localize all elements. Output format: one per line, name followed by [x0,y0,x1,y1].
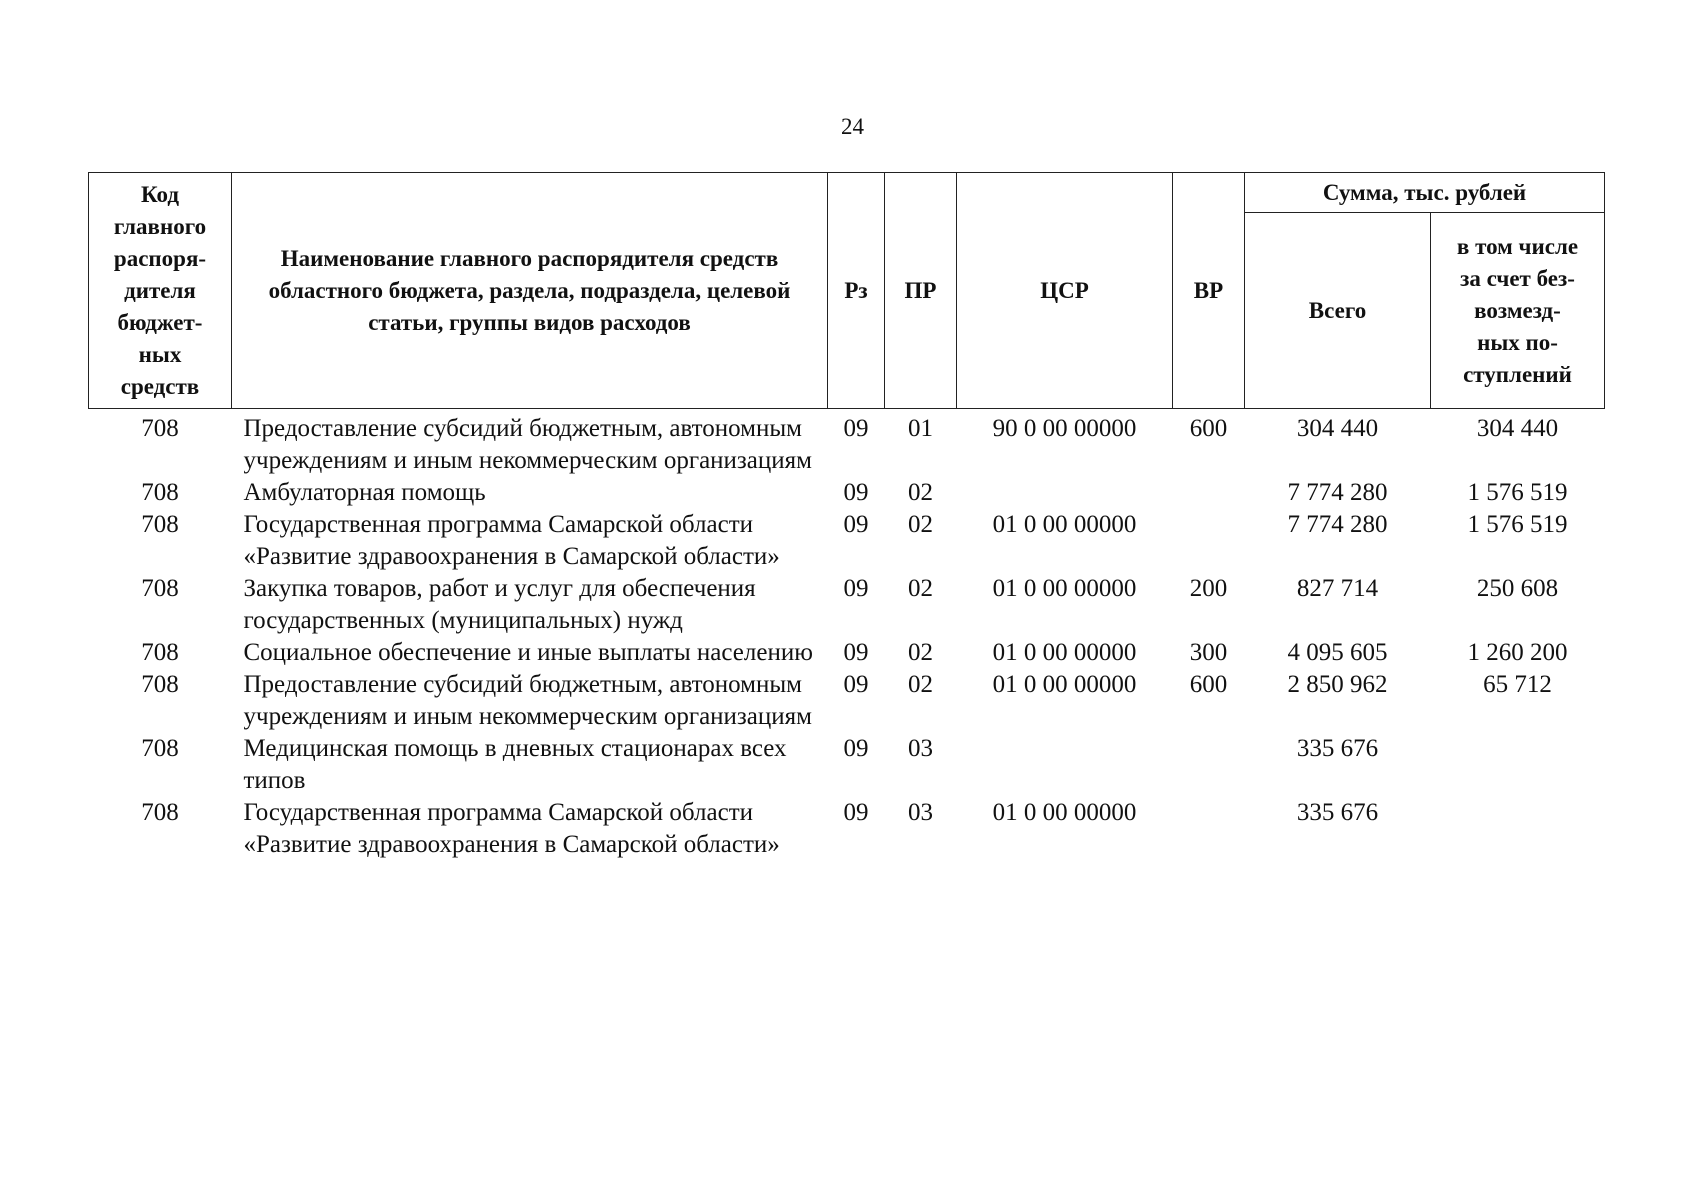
cell-pr: 02 [908,639,933,666]
cell-code: 708 [141,575,179,602]
cell-name: Предоставление субсидий бюджетным, автономным учреждениям и иным некоммерческим организациям [243,671,812,730]
cell-name: Предоставление субсидий бюджетным, автономным учреждениям и иным некоммерческим организациям [243,415,812,474]
cell-rz: 09 [843,415,869,442]
header-total: Всего [1245,213,1431,409]
cell-csr: 90 0 00 00000 [992,415,1137,442]
header-code: Код главного распоря- дителя бюджет- ных средств [89,173,232,409]
cell-csr [957,477,1173,509]
cell-vr [1173,797,1245,861]
header-rz: Рз [828,173,885,409]
cell-free-receipts [1431,797,1605,861]
cell-vr: 600 [1189,671,1228,698]
cell-total: 4 095 605 [1287,639,1388,666]
table-row [89,509,1605,573]
cell-name: Амбулаторная помощь [243,479,486,506]
cell-csr: 01 0 00 00000 [992,511,1137,538]
page-number: 24 [841,114,864,139]
table-row [89,797,1605,861]
cell-code: 708 [141,671,179,698]
cell-rz: 09 [843,511,869,538]
cell-free-receipts [1431,733,1605,797]
cell-pr: 01 [908,415,933,442]
header-vr: ВР [1173,173,1245,409]
table-row [89,573,1605,637]
cell-csr: 01 0 00 00000 [992,671,1137,698]
cell-name: Закупка товаров, работ и услуг для обеспечения государственных (муниципальных) нужд [243,575,756,634]
cell-total: 827 714 [1296,575,1379,602]
cell-code: 708 [141,415,179,442]
cell-total: 335 676 [1296,735,1379,762]
table-body [89,409,1605,862]
cell-free-receipts: 1 260 200 [1467,639,1568,666]
cell-code: 708 [141,639,179,666]
cell-csr [957,733,1173,797]
cell-code: 708 [141,799,179,826]
cell-free-receipts: 304 440 [1476,415,1559,442]
header-name: Наименование главного распорядителя средств областного бюджета, раздела, подраздела, целевой статьи, группы видов расходов [232,173,828,409]
cell-rz: 09 [843,799,869,826]
cell-pr: 02 [908,479,933,506]
table-row [89,477,1605,509]
cell-pr: 02 [908,671,933,698]
cell-total: 304 440 [1296,415,1379,442]
cell-csr: 01 0 00 00000 [992,575,1137,602]
cell-rz: 09 [843,735,869,762]
table-row [89,409,1605,478]
cell-total: 7 774 280 [1287,511,1388,538]
cell-vr [1173,733,1245,797]
cell-total: 335 676 [1296,799,1379,826]
cell-total: 7 774 280 [1287,479,1388,506]
cell-pr: 03 [908,735,933,762]
cell-pr: 02 [908,575,933,602]
cell-vr: 200 [1189,575,1228,602]
cell-free-receipts: 1 576 519 [1467,511,1568,538]
cell-name: Медицинская помощь в дневных стационарах всех типов [243,735,787,794]
table-header [89,173,1605,409]
budget-table [88,172,1605,861]
cell-free-receipts: 250 608 [1476,575,1559,602]
cell-rz: 09 [843,671,869,698]
cell-pr: 02 [908,511,933,538]
header-free-receipts: в том числе за счет без- возмезд- ных по- ступлений [1431,213,1605,409]
cell-rz: 09 [843,479,869,506]
cell-csr: 01 0 00 00000 [992,639,1137,666]
cell-vr [1173,477,1245,509]
cell-total: 2 850 962 [1287,671,1388,698]
cell-free-receipts: 1 576 519 [1467,479,1568,506]
cell-rz: 09 [843,575,869,602]
cell-vr: 600 [1189,415,1228,442]
cell-vr: 300 [1189,639,1228,666]
cell-pr: 03 [908,799,933,826]
cell-code: 708 [141,479,179,506]
budget-table-container [88,172,1604,861]
cell-code: 708 [141,735,179,762]
cell-csr: 01 0 00 00000 [992,799,1137,826]
cell-free-receipts: 65 712 [1483,671,1552,698]
cell-name: Государственная программа Самарской области «Развитие здравоохранения в Самарской области» [243,511,780,570]
table-row [89,637,1605,669]
header-sum-group: Сумма, тыс. рублей [1245,173,1605,213]
cell-rz: 09 [843,639,869,666]
cell-vr [1173,509,1245,573]
cell-name: Социальное обеспечение и иные выплаты населению [243,639,813,666]
cell-code: 708 [141,511,179,538]
table-row [89,669,1605,733]
header-pr: ПР [885,173,957,409]
header-csr: ЦСР [957,173,1173,409]
table-row [89,733,1605,797]
cell-name: Государственная программа Самарской области «Развитие здравоохранения в Самарской области» [243,799,780,858]
